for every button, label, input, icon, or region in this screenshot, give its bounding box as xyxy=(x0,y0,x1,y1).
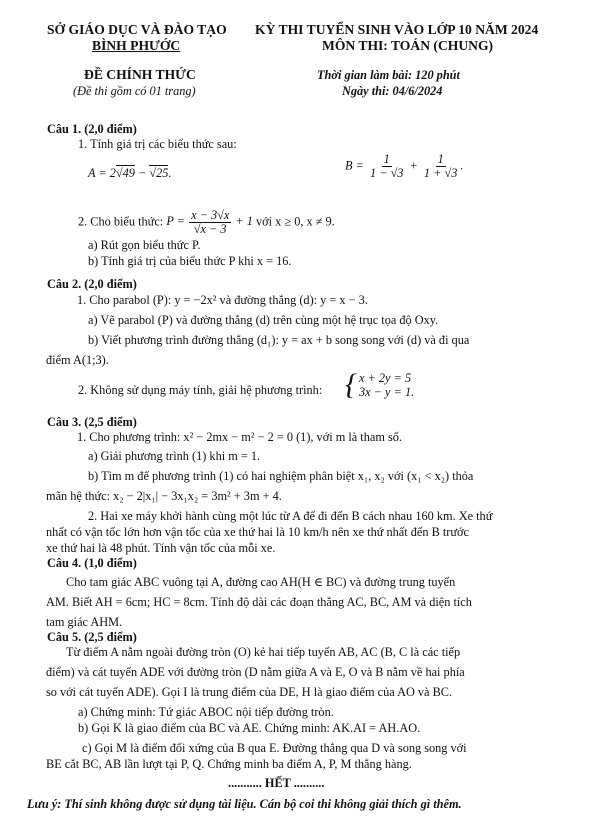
header-subject: MÔN THI: TOÁN (CHUNG) xyxy=(322,38,494,53)
q1-title: Câu 1. (2,0 điểm) xyxy=(47,122,137,136)
header-official: ĐỀ CHÍNH THỨC xyxy=(84,67,196,82)
q2-b-line2: điểm A(1;3). xyxy=(46,353,109,367)
q5-line1: Từ điểm A nằm ngoài đường tròn (O) kẻ hai tiếp tuyến AB, AC (B, C là các tiếp xyxy=(66,645,461,659)
q5-c-line1: c) Gọi M là điểm đối xứng của B qua E. Đường thẳng qua D và song song với xyxy=(82,741,467,755)
q2-part1: 1. Cho parabol (P): y = −2x² và đường thẳng (d): y = x − 3. xyxy=(77,293,368,307)
q1-a: a) Rút gọn biểu thức P. xyxy=(88,238,201,252)
q1-part1: 1. Tính giá trị các biểu thức sau: xyxy=(78,137,237,151)
q1-part2-pre: 2. Cho biểu thức: xyxy=(78,214,164,229)
q3-part2-line1: 2. Hai xe máy khởi hành cùng một lúc từ A để đi đến B cách nhau 160 km. Xe thứ xyxy=(88,509,493,523)
q5-line3: so với cát tuyến ADE). Gọi I là trung điểm của DE, H là giao điểm của AO và BC. xyxy=(46,685,453,699)
q5-line2: điểm) và cát tuyến ADE với đường tròn (D nằm giữa A và E, O và B nằm về hai phía xyxy=(46,665,465,679)
q1-b: b) Tính giá trị của biểu thức P khi x = 16. xyxy=(88,254,292,268)
header-province: BÌNH PHƯỚC xyxy=(92,38,181,53)
footer-note: Lưu ý: Thí sinh không được sử dụng tài liệu. Cán bộ coi thi không giải thích gì thêm. xyxy=(27,797,462,811)
q3-title: Câu 3. (2,5 điểm) xyxy=(47,415,137,429)
q2-system-eq2: 3x − y = 1. xyxy=(359,385,415,399)
q1-expr-B: B = $\frac{1}{1 - √3}$ + $\frac{1}{1 + √3}$ . xyxy=(345,152,464,180)
q4-title: Câu 4. (1,0 điểm) xyxy=(47,556,137,570)
end-marker: ........... HẾT .......... xyxy=(228,776,325,790)
header-pages: (Đề thi gồm có 01 trang) xyxy=(73,84,196,98)
q2-system-eq1: x + 2y = 5 xyxy=(359,371,412,385)
q3-b-line2: mãn hệ thức: x₂ − 2|x₁| − 3x₁x₂ = 3m² + 3m + 4. xyxy=(46,489,282,503)
header-date: Ngày thi: 04/6/2024 xyxy=(342,84,443,98)
q1-part2 xyxy=(78,209,335,236)
q2-system xyxy=(345,370,414,400)
q2-title: Câu 2. (2,0 điểm) xyxy=(47,277,137,291)
q3-part1: 1. Cho phương trình: x² − 2mx − m² − 2 = 0 (1), với m là tham số. xyxy=(77,430,402,444)
q5-b: b) Gọi K là giao điểm của BC và AE. Chứng minh: AK.AI = AH.AO. xyxy=(78,721,421,735)
q3-part2-line3: xe thứ hai là 48 phút. Tính vận tốc của mỗi xe. xyxy=(46,541,276,555)
q4-line2: AM. Biết AH = 6cm; HC = 8cm. Tính độ dài các đoạn thẳng AC, BC, AM và diện tích xyxy=(46,595,472,609)
q5-a: a) Chứng minh: Tứ giác ABOC nội tiếp đường tròn. xyxy=(78,705,334,719)
q1-part2-post: với x ≥ 0, x ≠ 9. xyxy=(256,214,335,229)
header-dept: SỞ GIÁO DỤC VÀ ĐÀO TẠO xyxy=(47,22,227,37)
q5-title: Câu 5. (2,5 điểm) xyxy=(47,630,137,644)
q5-c-line2: BE cắt BC, AB lần lượt tại P, Q. Chứng minh ba điểm A, P, M thẳng hàng. xyxy=(46,757,412,771)
q1-expr-A: A = 2√49 − √25. xyxy=(88,166,172,180)
header-exam: KỲ THI TUYỂN SINH VÀO LỚP 10 NĂM 2024 xyxy=(255,22,539,37)
q2-b-line1: b) Viết phương trình đường thẳng (d₁): y = ax + b song song với (d) và đi qua xyxy=(88,333,470,347)
q2-part2: 2. Không sử dụng máy tính, giải hệ phương trình: xyxy=(78,383,323,397)
q2-a: a) Vẽ parabol (P) và đường thẳng (d) trên cùng một hệ trục tọa độ Oxy. xyxy=(88,313,439,327)
q4-line1: Cho tam giác ABC vuông tại A, đường cao AH(H ∈ BC) và đường trung tuyến xyxy=(66,575,456,589)
q4-line3: tam giác AHM. xyxy=(46,615,123,629)
q3-b-line1: b) Tìm m để phương trình (1) có hai nghiệm phân biệt x₁, x₂ với (x₁ < x₂) thỏa xyxy=(88,469,474,483)
header-time: Thời gian làm bài: 120 phút xyxy=(317,68,460,82)
q3-part2-line2: nhất có vận tốc lớn hơn vận tốc của xe thứ hai là 10 km/h nên xe thứ nhất đến B trước xyxy=(46,525,469,539)
q3-a: a) Giải phương trình (1) khi m = 1. xyxy=(88,449,261,463)
left-brace-icon: { xyxy=(345,368,357,401)
q1-expr-P: P = $\frac{x - 3√x}{√x - 3}$ + 1 xyxy=(166,208,256,236)
